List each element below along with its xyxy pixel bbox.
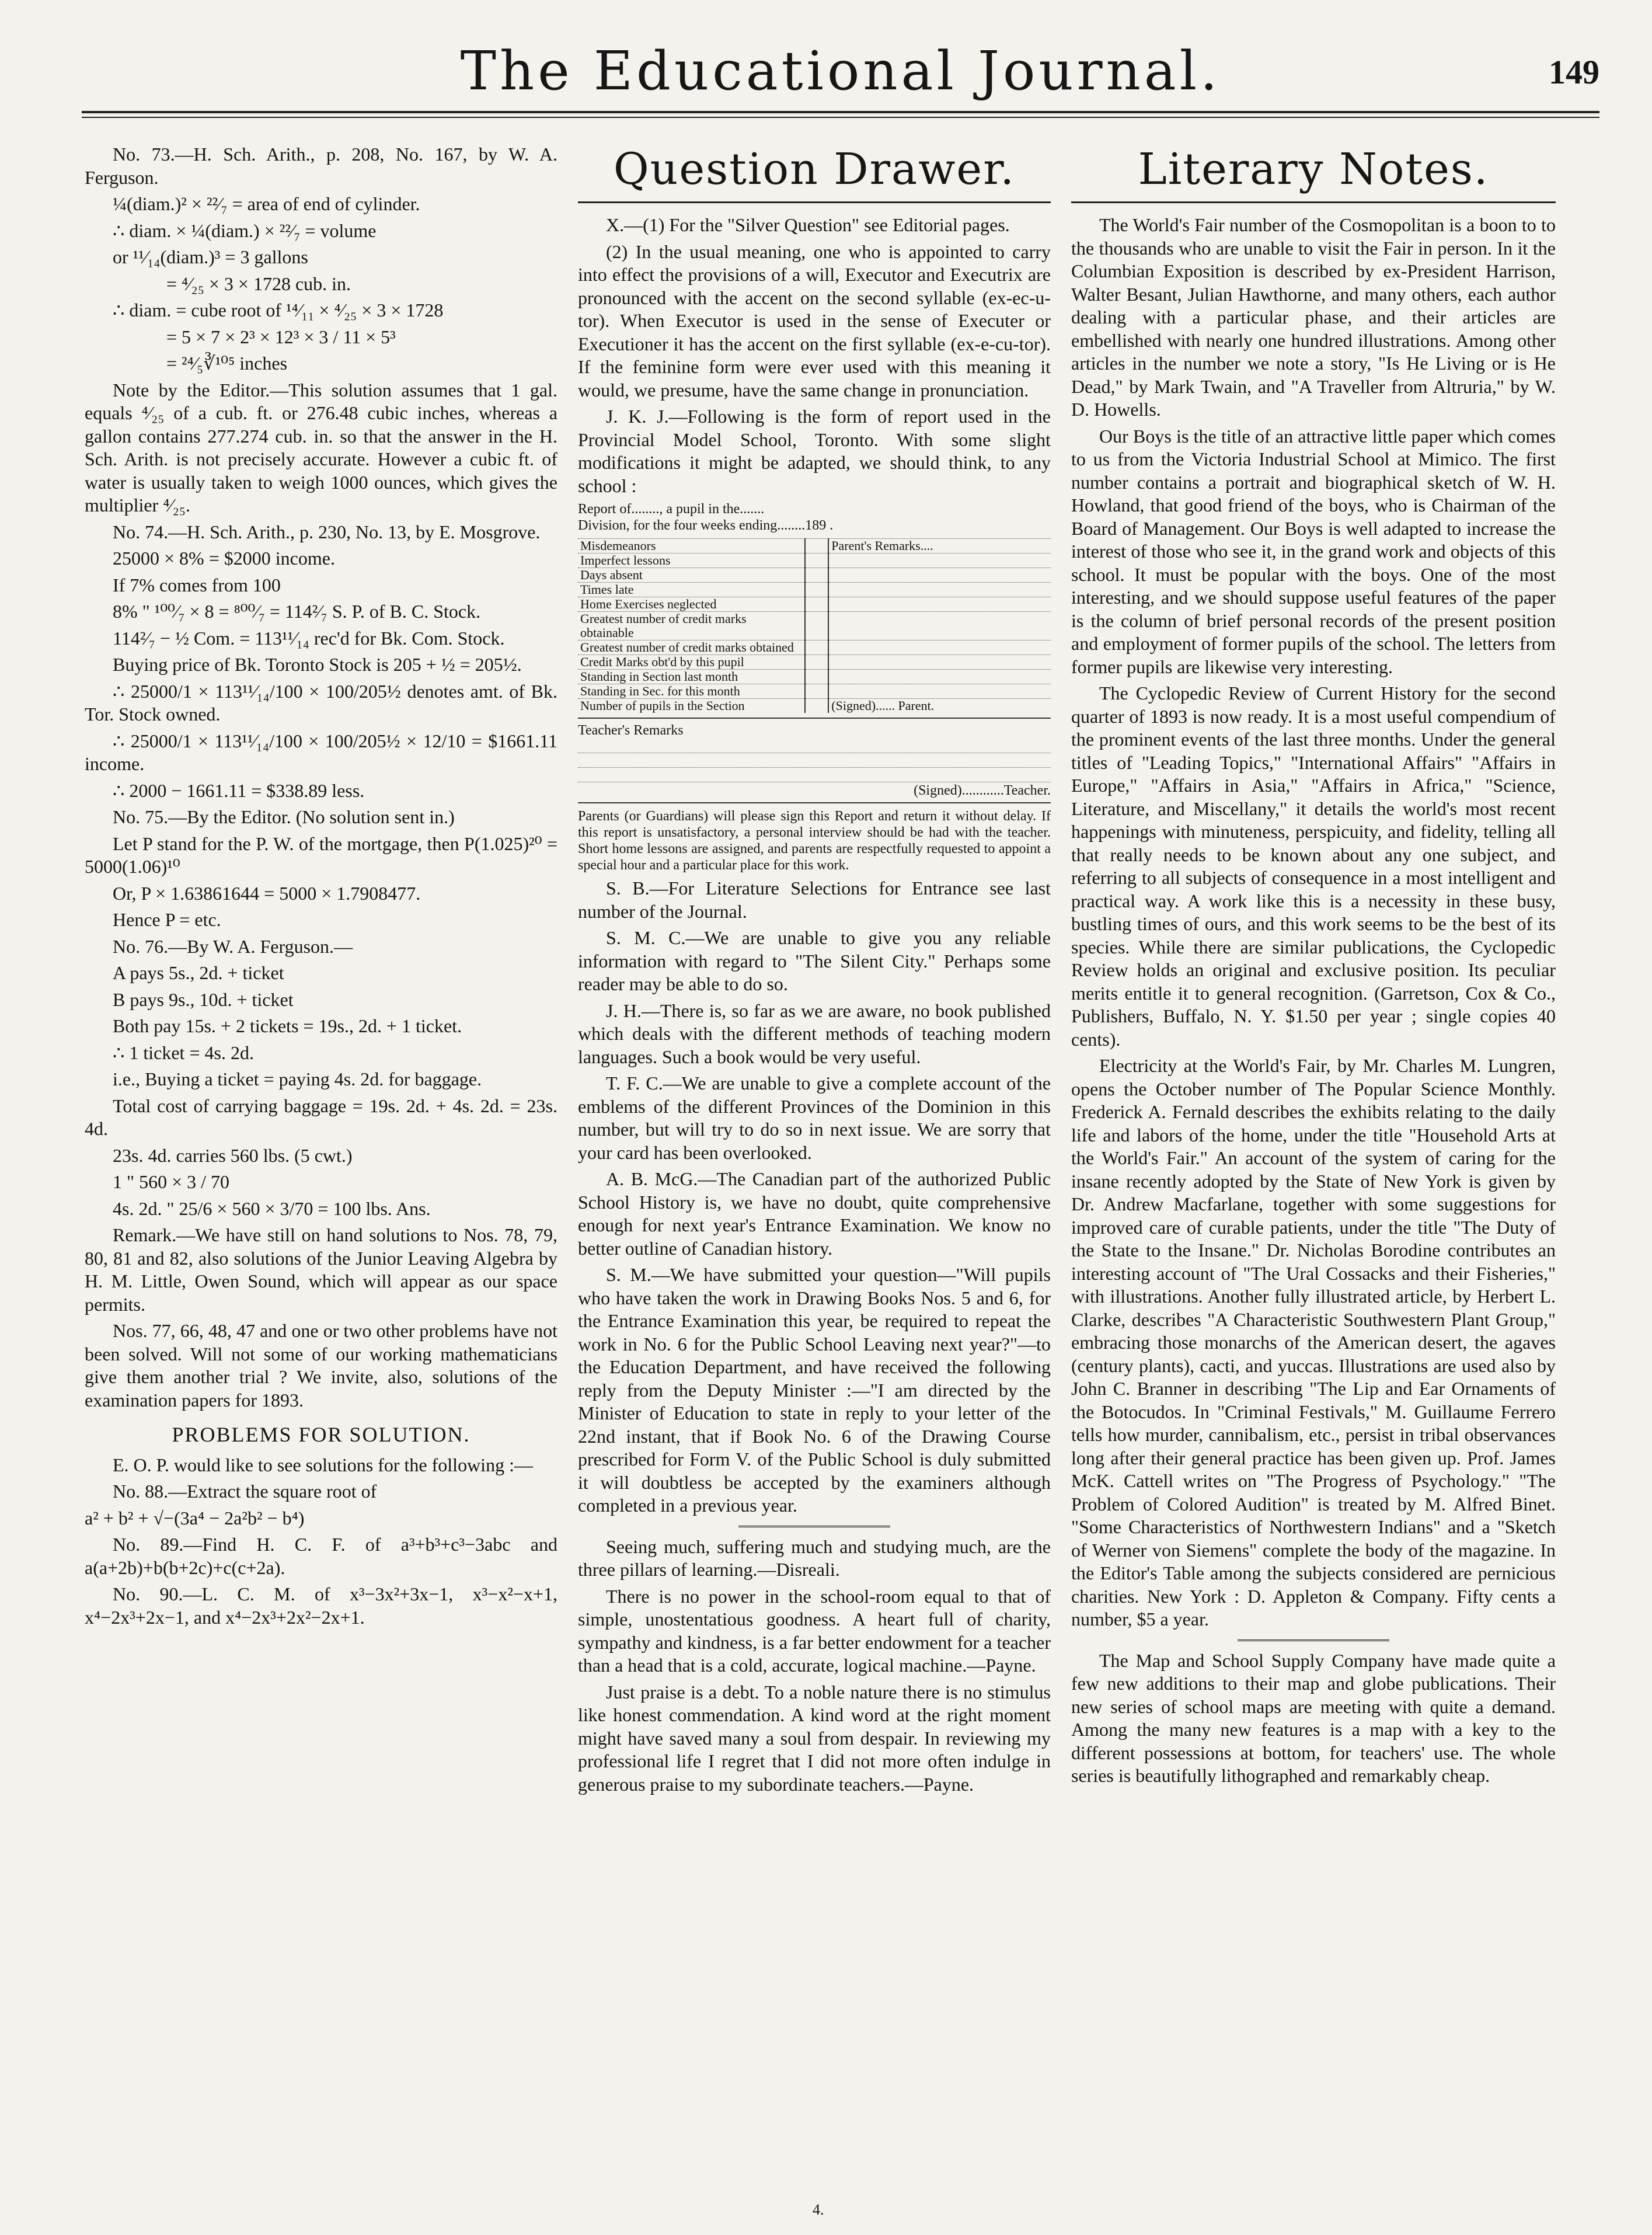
problem-89: No. 89.—Find H. C. F. of a³+b³+c³−3abc and a(a+2b)+b(b+2c)+c(c+2a). [85, 1534, 557, 1578]
section-rule [1071, 201, 1556, 203]
report-note: Parents (or Guardians) will please sign this Report and return it without delay. If this report is unsatisfactory, a personal interview should be had with the teacher. Short home lessons are assigned, and parents are respectfully requested to appoint a special hour and a particular place for this work. [578, 809, 1051, 873]
masthead-rule-top [82, 111, 1599, 113]
quote-payne-1: There is no power in the school-room equal to that of simple, unostentatious goodness. A heart full of charity, sympathy and kindness, is a far better endowment for a teacher than a head that is a cold, accurate, logical machine.—Payne. [578, 1585, 1051, 1676]
report-signed-parent: (Signed)...... Parent. [828, 699, 1051, 713]
answer-smc: S. M. C.—We are unable to give you any reliable information with regard to "The Silent City." Perhaps some reader may be able to do so. [578, 927, 1051, 994]
literary-notes-title: Literary Notes. [1138, 144, 1489, 194]
editor-note: Note by the Editor.—This solution assumes that 1 gal. equals ⁴⁄₂₅ of a cub. ft. or 276.48 cubic inches, whereas a gallon contains 277.274 cub. in. so that the answer in the H. Sch. Arith. is not precisely accurate. However a cubic ft. of water is usually taken to weigh 1000 ounces, which gives the multiplier ⁴⁄₂₅. [85, 379, 557, 516]
math-line: 23s. 4d. carries 560 lbs. (5 cwt.) [113, 1144, 353, 1166]
report-row: Greatest number of credit marks obtainable [578, 612, 805, 640]
math-line: 1 " 560 × 3 / 70 [113, 1171, 229, 1192]
section-divider [738, 1526, 890, 1527]
report-row: Standing in Section last month [578, 670, 805, 684]
note-cyclopedic-review: The Cyclopedic Review of Current History for the second quarter of 1893 is now ready. It is a most useful compendium of the prominent events of the last three months. Under the general titles of "Leading Topics," "International Affairs" "Affairs in Europe," "Affairs in Asia," "Affairs in Africa," "Science, Literature, and Miscellany," it details the world's most recent happenings with minuteness, perspicuity, and fidelity, telling all that really needs to be known about any one subject, and referring to all subjects of consequence in a most intelligent and practical way. A work like this is a necessity in these busy, bustling times of ours, and this work seems to be the best of its species. While there are similar publications, the Cyclopedic Review holds an original and exclusive position. Its peculiar merits entitle it to general recognition. (Garretson, Cox & Co., Publishers, Buffalo, N. Y. $1.50 per year ; single copies 40 cents). [1071, 683, 1556, 1050]
report-row: Days absent [578, 568, 805, 583]
quote-payne-2: Just praise is a debt. To a noble nature there is no stimulus like honest commendation. A kind word at the right moment might have saved many a soul from despair. In reviewing my professional life I regret that I did not more often indulge in generous praise to my subordinate teachers.—Payne. [578, 1681, 1051, 1795]
quote-disreali: Seeing much, suffering much and studying much, are the three pillars of learning.—Disreali. [578, 1536, 1051, 1580]
report-row: Home Exercises neglected [578, 597, 805, 612]
report-row: Standing in Sec. for this month [578, 684, 805, 699]
problem-76-title: No. 76.—By W. A. Ferguson.— [113, 935, 353, 957]
problem-74-title: No. 74.—H. Sch. Arith., p. 230, No. 13, by E. Mosgrove. [113, 521, 541, 542]
report-row: Times late [578, 583, 805, 597]
math-line: Let P stand for the P. W. of the mortgage, then P(1.025)²⁰ = 5000(1.06)¹⁰ [85, 833, 557, 877]
report-header-1: Report of........, a pupil in the....... [578, 502, 765, 517]
report-header-2: Division, for the four weeks ending........189 . [578, 518, 834, 533]
problem-intro: E. O. P. would like to see solutions for the following :— [113, 1454, 533, 1475]
answer-x-1: X.—(1) For the "Silver Question" see Editorial pages. [606, 214, 1010, 235]
math-line: ∴ 25000/1 × 113¹¹⁄₁₄/100 × 100/205½ × 12/10 = $1661.11 income. [85, 730, 557, 774]
problem-88-expression: a² + b² + √−(3a⁴ − 2a²b² − b⁴) [85, 1507, 305, 1529]
section-rule [578, 201, 1051, 203]
note-our-boys: Our Boys is the title of an attractive little paper which comes to us from the Victoria Industrial School at Mimico. The first number contains a portrait and biographical sketch of W. H. Howland, that good friend of the boys, who is Chairman of the Board of Management. Our Boys is well adapted to increase the interest of those who see it, in the grand work and objects of this school. It must be popular with the boys. One of the most interesting, and we should suppose useful features of the paper is the column of brief personal records of the present position and employment of former pupils of the school. The letters from former pupils are likewise very interesting. [1071, 425, 1556, 677]
masthead [82, 35, 1599, 105]
remark-2: Nos. 77, 66, 48, 47 and one or two other problems have not been solved. Will not some of our working mathematicians give them another trial ? We invite, also, solutions of the examination papers for 1893. [85, 1320, 557, 1411]
math-line: Hence P = etc. [113, 909, 221, 930]
problem-75-title: No. 75.—By the Editor. (No solution sent in.) [113, 806, 455, 827]
math-line: = ²⁴⁄₅∛¹⁰⁵ inches [166, 353, 288, 374]
report-row: Number of pupils in the Section [578, 699, 805, 713]
column-question-drawer [578, 143, 1051, 1799]
math-line: 4s. 2d. " 25/6 × 560 × 3/70 = 100 lbs. Ans. [113, 1197, 431, 1219]
math-line: ∴ 2000 − 1661.11 = $338.89 less. [113, 779, 365, 801]
journal-title: The Educational Journal. [460, 40, 1221, 102]
page-number: 149 [1549, 53, 1599, 91]
math-line: ¼(diam.)² × ²²⁄₇ = area of end of cylinder. [113, 193, 420, 214]
answer-sm: S. M.—We have submitted your question—"Will pupils who have taken the work in Drawing Books Nos. 5 and 6, for the Entrance Examination this year, be required to repeat the work in No. 6 for the Public School Leaving next year?"—to the Education Department, and have received the following reply from the Deputy Minister :—"I am directed by the Minister of Education to state in reply to your letter of the 22nd instant, that if Book No. 6 of the Drawing Course prescribed for Form V. of the Public School is duly submitted it will doubtless be accepted by the examiners although completed in a previous year. [578, 1264, 1051, 1516]
column-literary-notes [1071, 143, 1556, 1791]
problems-heading: PROBLEMS FOR SOLUTION. [172, 1423, 470, 1446]
problem-90: No. 90.—L. C. M. of x³−3x²+3x−1, x³−x²−x+1, x⁴−2x³+2x−1, and x⁴−2x³+2x²−2x+1. [85, 1583, 557, 1628]
math-line: ∴ diam. × ¼(diam.) × ²²⁄₇ = volume [113, 220, 377, 241]
math-line: i.e., Buying a ticket = paying 4s. 2d. for baggage. [113, 1068, 482, 1089]
note-map-company: The Map and School Supply Company have made quite a few new additions to their map and globe publications. Their new series of school maps are meeting with quite a demand. Among the many new features is a map with a key to the different possessions at bottom, for teachers' use. The whole series is beautifully lithographed and remarkably cheap. [1071, 1649, 1556, 1786]
report-row: Credit Marks obt'd by this pupil [578, 655, 805, 670]
problem-88: No. 88.—Extract the square root of [113, 1481, 377, 1502]
math-line: ∴ 25000/1 × 113¹¹⁄₁₄/100 × 100/205½ denotes amt. of Bk. Tor. Stock owned. [85, 680, 557, 725]
report-form [578, 538, 1051, 713]
report-row: Misdemeanors [578, 539, 805, 553]
math-line: = 5 × 7 × 2³ × 12³ × 3 / 11 × 5³ [166, 326, 396, 347]
question-drawer-title: Question Drawer. [614, 144, 1015, 194]
problem-73-title: No. 73.—H. Sch. Arith., p. 208, No. 167, by W. A. Ferguson. [85, 144, 557, 188]
answer-tfc: T. F. C.—We are unable to give a complete account of the emblems of the different Provinces of the Dominion in this number, but will try to do so in next issue. We are sorry that your card has been overlooked. [578, 1073, 1051, 1163]
math-line: 8% " ¹⁰⁰⁄₇ × 8 = ⁸⁰⁰⁄₇ = 114²⁄₇ S. P. of B. C. Stock. [113, 601, 481, 622]
answer-jh: J. H.—There is, so far as we are aware, no book published which deals with the different methods of teaching modern languages. Such a book would be very useful. [578, 1000, 1051, 1067]
remark: Remark.—We have still on hand solutions to Nos. 78, 79, 80, 81 and 82, also solutions of the Junior Leaving Algebra by H. M. Little, Owen Sound, which will appear as our space permits. [85, 1224, 557, 1315]
report-parents-remarks: Parent's Remarks.... [828, 539, 1051, 553]
report-signed-teacher: (Signed)............Teacher. [914, 783, 1051, 798]
math-line: 114²⁄₇ − ½ Com. = 113¹¹⁄₁₄ rec'd for Bk. Com. Stock. [113, 627, 505, 649]
math-line: B pays 9s., 10d. + ticket [113, 988, 294, 1010]
math-line: ∴ 1 ticket = 4s. 2d. [113, 1042, 254, 1063]
answer-sb: S. B.—For Literature Selections for Entrance see last number of the Journal. [578, 878, 1051, 922]
masthead-rule-bottom [82, 117, 1599, 118]
math-line: Or, P × 1.63861644 = 5000 × 1.7908477. [113, 882, 421, 904]
report-row: Greatest number of credit marks obtained [578, 640, 805, 655]
math-line: A pays 5s., 2d. + ticket [113, 962, 284, 983]
math-line: Total cost of carrying baggage = 19s. 2d. + 4s. 2d. = 23s. 4d. [85, 1095, 557, 1139]
note-popular-science: Electricity at the World's Fair, by Mr. Charles M. Lungren, opens the October number of The Popular Science Monthly. Frederick A. Fernald describes the exhibits relating to the daily life and labors of the home, under the title "Household Arts at the World's Fair." An account of the system of caring for the insane recently adopted by the State of New York is given by Dr. Andrew Macfarlane, together with some suggestions for improved care of curable patients, under the title "The Duty of the State to the Insane." Dr. Nicholas Borodine contributes an interesting account of "The Ural Cossacks and their Fisheries," with illustrations. Another fully illustrated article, by Herbert L. Clarke, describes "A Characteristic Southwestern Plant Group," embracing those monarchs of the American desert, the agaves (century plants), cacti, and yuccas. Illustrations are used also by John C. Branner in describing "The Lip and Ear Ornaments of the Botocudos. In "Criminal Festivals," M. Guillaume Ferrero tells how murder, cannibalism, etc., persist in tribal observances long after their general practice has been given up. Prof. James McK. Cattell writes on "The Progress of Psychology." "The Problem of Colored Audition" is treated by M. Alfred Binet. "Some Characteristics of Northwestern Indians" and a "Sketch of Werner von Siemens" complete the body of the magazine. In the Editor's Table among the subjects considered are pernicious charities. New York : D. Appleton & Company. Fifty cents a number, $5 a year. [1071, 1055, 1556, 1630]
math-line: If 7% comes from 100 [113, 574, 281, 596]
answer-jkj: J. K. J.—Following is the form of report used in the Provincial Model School, Toronto. With some slight modifications it might be adapted, we should think, to any school : [578, 406, 1051, 496]
answer-x-2: (2) In the usual meaning, one who is appointed to carry into effect the provisions of a will, Executor and Executrix are pronounced with the accent on the second syllable (ex-ec-u-tor). When Executor is used in the sense of Executer or Executioner it has the accent on the first syllable (ex-e-cu-tor). If the feminine form were ever used with this meaning it would, we presume, have the same change in pronunciation. [578, 241, 1051, 401]
report-row: Imperfect lessons [578, 553, 805, 568]
math-line: or ¹¹⁄₁₄(diam.)³ = 3 gallons [113, 246, 308, 267]
teacher-remarks-box [578, 718, 1051, 803]
math-line: ∴ diam. = cube root of ¹⁴⁄₁₁ × ⁴⁄₂₅ × 3 × 1728 [113, 300, 444, 321]
math-line: Buying price of Bk. Toronto Stock is 205 + ½ = 205½. [113, 654, 522, 675]
section-divider [1238, 1639, 1389, 1641]
answer-abmcg: A. B. McG.—The Canadian part of the authorized Public School History is, we have no doubt, quite comprehensive enough for next year's Entrance Examination. We know no better outline of Canadian history. [578, 1168, 1051, 1259]
math-line: = ⁴⁄₂₅ × 3 × 1728 cub. in. [166, 273, 351, 294]
math-line: Both pay 15s. + 2 tickets = 19s., 2d. + 1 ticket. [113, 1015, 462, 1036]
note-cosmopolitan: The World's Fair number of the Cosmopolitan is a boon to to the thousands who are unable to visit the Fair in person. In it the Columbian Exposition is described by ex-President Harrison, Walter Besant, Julian Hawthorne, and many others, each author dealing with a particular phase, and their articles are embellished with nearly one hundred illustrations. Among other articles in the number we note a story, "Is He Living or is He Dead," by Mark Twain, and "A Traveller from Altruria," by W. D. Howells. [1071, 214, 1556, 420]
column-mathematics [85, 143, 557, 1632]
footer-mark: 4. [813, 2201, 824, 2218]
teacher-remarks-label: Teacher's Remarks [578, 723, 684, 738]
math-line: 25000 × 8% = $2000 income. [113, 548, 335, 569]
